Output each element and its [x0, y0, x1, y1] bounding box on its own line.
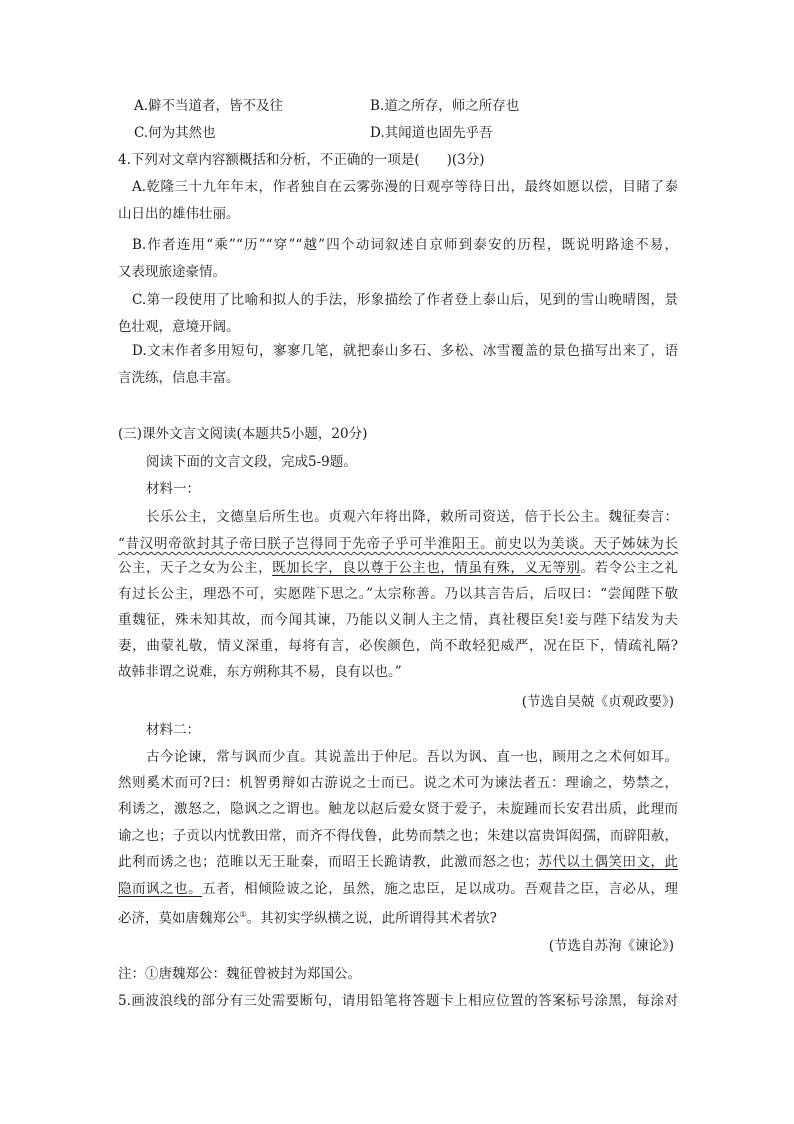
q4-option-c: C.第一段使用了比喻和拟人的手法，形象描绘了作者登上泰山后，见到的雪山晚晴图，景 — [132, 292, 678, 308]
q4-option-a-cont: 山日出的雄伟壮丽。 — [118, 206, 240, 222]
material-1-line-5: 重魏征，殊未知其故，而今闻其谏，乃能以义制人主之情，真社稷臣矣!妾与陛下结发为夫 — [118, 612, 678, 628]
q4-option-d: D.文末作者多用短句，寥寥几笔，就把泰山多石、多松、冰雪覆盖的景色描写出来了，语 — [132, 343, 678, 359]
material-1-text: 公主，天子之女为公主， — [118, 560, 273, 576]
material-2-line-3: 利诱之，激怒之，隐讽之之谓也。触龙以赵后爱女贤于爱子，未旋踵而长安君出质，此理而 — [118, 801, 678, 817]
material-1-line-3 — [118, 558, 678, 578]
material-1-line-4: 有过长公主，理恐不可，实愿陛下思之。”太宗称善。乃以其言告后，后叹曰：“尝闻陛下敬 — [118, 586, 678, 602]
section-heading: (三)课外文言文阅读(本题共5小题，20分) — [118, 426, 368, 442]
material-2-text: 五者，相倾险诐之论，虽然，施之忠臣，足以成功。吾观昔之臣，言必从，理 — [202, 881, 679, 897]
q5-stem: 5.画波浪线的部分有三处需要断句，请用铅笔将答题卡上相应位置的答案标号涂黑，每涂对 — [118, 993, 678, 1009]
section-instruction: 阅读下面的文言文段，完成5-9题。 — [146, 454, 357, 470]
material-1-line-6: 妻，曲蒙礼敬，情义深重，每将有言，必俟颜色，尚不敢轻犯威严，况在臣下，情疏礼隔? — [118, 638, 678, 654]
q3-option-a: A.僻不当道者，皆不及往 — [134, 98, 284, 114]
material-1-text: 。若令公主之礼 — [580, 560, 679, 576]
q4-stem: 4.下列对文章内容额概括和分析，不正确的一项是( )(3分) — [118, 152, 485, 168]
q4-option-d-cont: 言洗练，信息丰富。 — [118, 370, 240, 386]
q3-option-c: C.何为其然也 — [134, 125, 216, 141]
material-1-source: (节选自吴兢《贞观政要》) — [521, 694, 674, 710]
underlined-sentence: 隐而讽之也。 — [118, 881, 203, 897]
q3-option-d: D.其闻道也固先乎吾 — [370, 125, 493, 141]
material-2-text: 此利而诱之也；范睢以无王耻秦，而昭王长跪请教，此激而怒之也； — [118, 854, 538, 870]
material-2-text: 。其初实学纵横之说，此所谓得其术者欤? — [246, 910, 497, 927]
material-2-line-7 — [118, 905, 497, 925]
material-2-line-2: 然则奚术而可?曰：机智勇辩如古游说之士而已。说之术可为谏法者五：理谕之，势禁之， — [118, 775, 678, 791]
material-2-source: (节选自苏洵《谏论》) — [548, 938, 674, 954]
footnote: 注：①唐魏郑公：魏征曾被封为郑国公。 — [118, 966, 361, 982]
underlined-sentence: 既加长字，良以尊于公主也，情虽有殊，义无等别 — [272, 560, 581, 576]
material-2-line-1: 古今论谏，常与讽而少直。其说盖出于仲尼。吾以为讽、直一也，顾用之之术何如耳。 — [146, 749, 678, 765]
q3-option-b: B.道之所存，师之所存也 — [370, 98, 520, 114]
material-2-line-5 — [118, 852, 678, 872]
q4-option-a: A.乾隆三十九年年末，作者独自在云雾弥漫的日观亭等待日出，最终如愿以偿，目睹了泰 — [132, 179, 678, 195]
q4-option-b: B.作者连用“乘”“历”“穿”“越”四个动词叙述自京师到泰安的历程，既说明路途不易， — [132, 237, 678, 253]
material-1-label: 材料一： — [146, 481, 200, 497]
underlined-sentence: 苏代以土偶笑田文，此 — [537, 854, 679, 870]
material-2-label: 材料二： — [146, 722, 200, 738]
q4-option-c-cont: 色壮观，意境开阔。 — [118, 319, 240, 335]
material-1-line-1: 长乐公主，文德皇后所生也。贞观六年将出降，敕所司资送，倍于长公主。魏征奏言： — [146, 509, 678, 525]
material-1-line-7: 故韩非谓之说难，东方朔称其不易，良有以也。” — [118, 664, 402, 680]
material-1-line-2-wavy: “昔汉明帝欲封其子帝曰朕子岂得同于先帝子乎可半淮阳王。前史以为美谈。天子姊妹为长 — [118, 536, 678, 552]
material-2-line-6 — [118, 879, 678, 899]
material-2-text: 必济，莫如唐魏郑公 — [118, 910, 240, 927]
q4-option-b-cont: 又表现旅途豪情。 — [118, 264, 226, 280]
material-2-line-4: 谕之也；子贡以内忧教田常，而齐不得伐鲁，此势而禁之也；朱建以富贵饵闳孺，而辟阳赦， — [118, 828, 678, 844]
footnote-marker: ① — [239, 910, 247, 919]
